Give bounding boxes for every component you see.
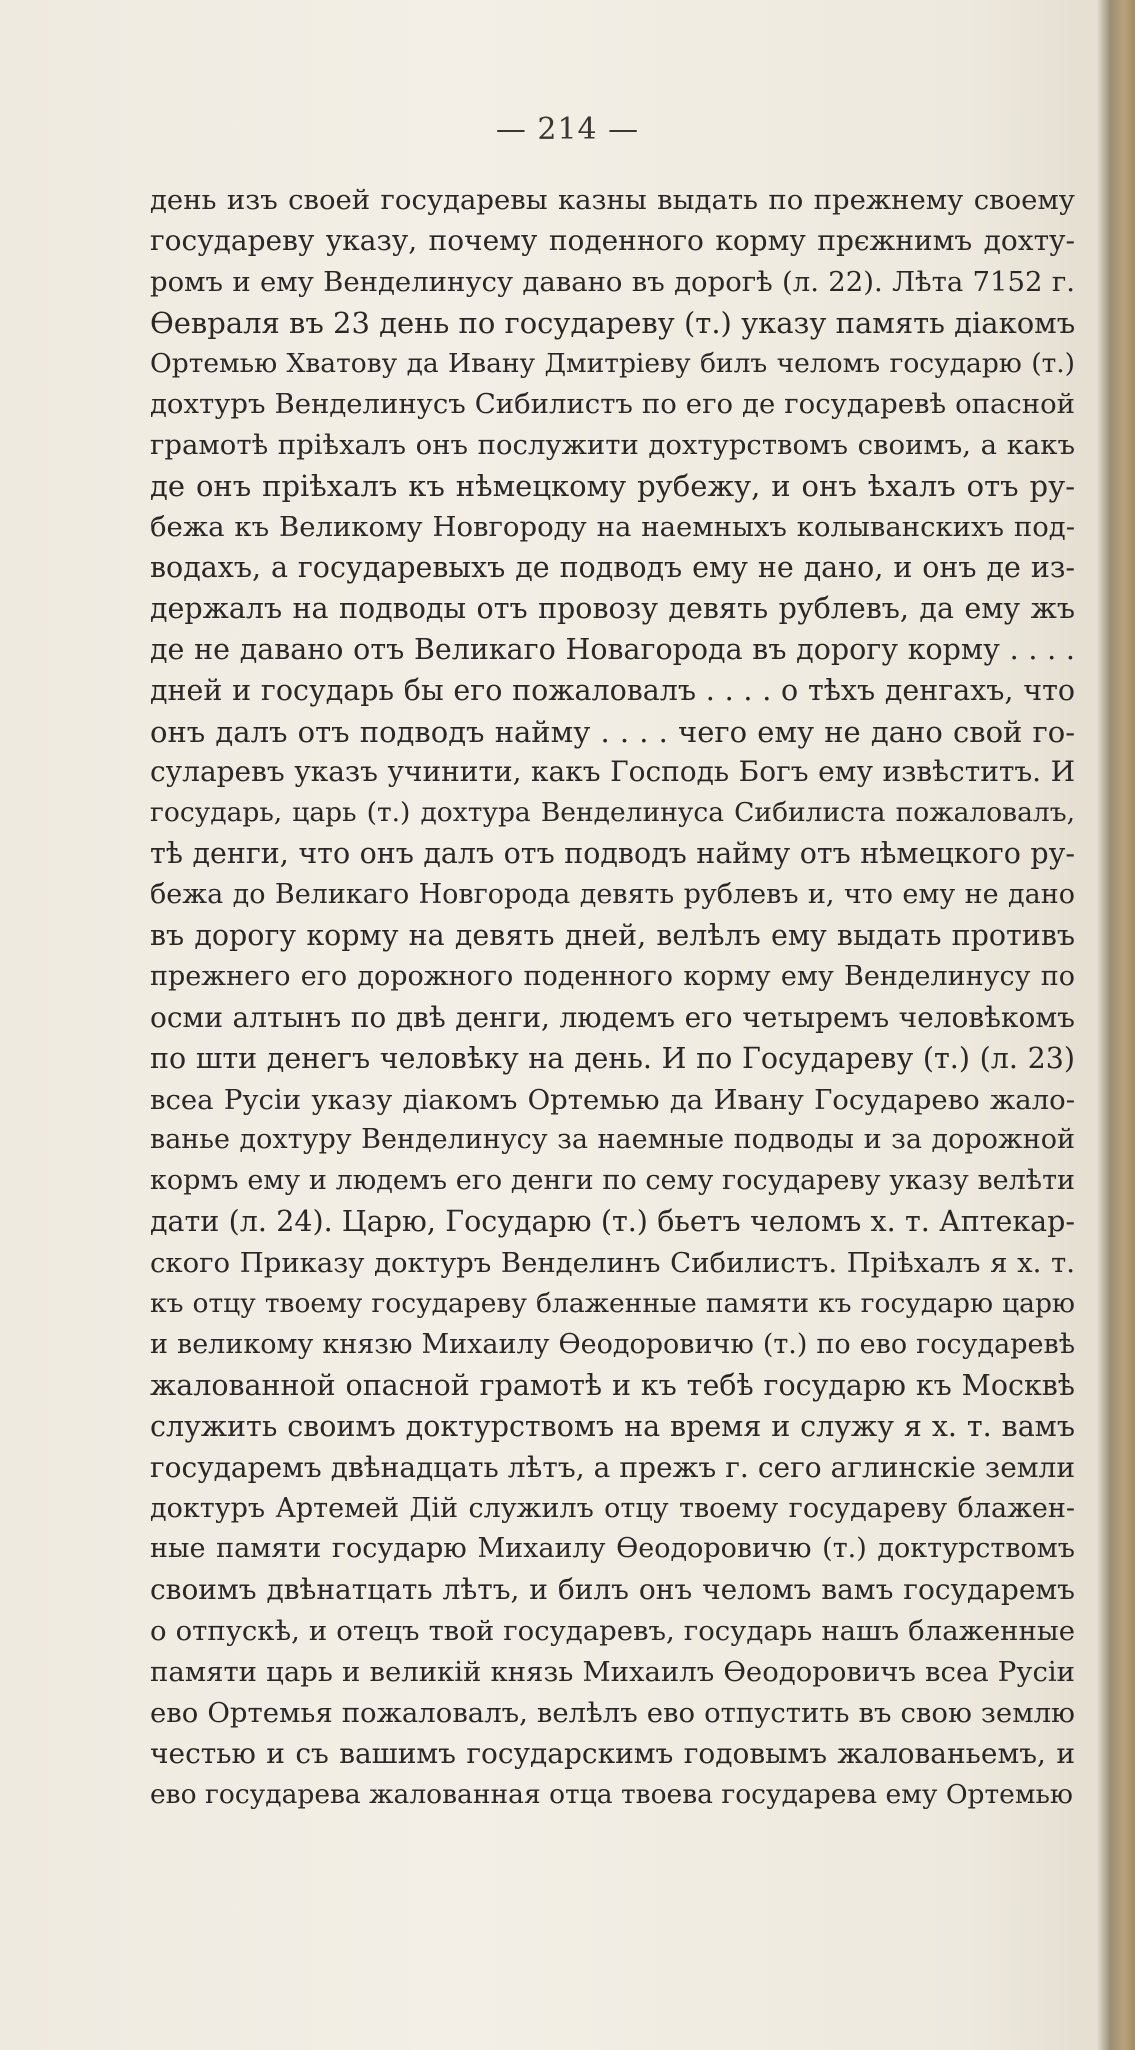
text-line: де онъ пріѣхалъ къ нѣмецкому рубежу, и онъ ѣхалъ отъ ру- [150, 469, 1075, 504]
text-line: грамотѣ пріѣхалъ онъ послужити дохтурствомъ своимъ, а какъ [150, 429, 1075, 462]
text-line: ромъ и ему Венделинусу давано въ дорогѣ (л. 22). Лѣта 7152 г. [150, 265, 1075, 298]
text-line: доктуръ Артемей Дій служилъ отцу твоему государеву блажен- [150, 1492, 1075, 1524]
text-line: и великому князю Михаилу Ѳеодоровичю (т.) по ево государевѣ [150, 1328, 1075, 1360]
text-line: дохтуръ Венделинусъ Сибилистъ по его де государевѣ опасной [150, 388, 1075, 421]
text-line: бежа къ Великому Новгороду на наемныхъ колыванскихъ под- [150, 511, 1075, 544]
text-line: Ѳевраля въ 23 день по государеву (т.) указу память діакомъ [150, 305, 1075, 340]
text-line: ные памяти государю Михаилу Ѳеодоровичю (т.) доктурствомъ [150, 1533, 1075, 1565]
text-line: ского Приказу доктуръ Венделинъ Сибилистъ. Пріѣхалъ я х. т. [150, 1247, 1075, 1280]
text-line: бежа до Великаго Новгорода девять рублевъ и, что ему не дано [150, 879, 1075, 911]
text-line: всеа Русіи указу діакомъ Ортемью да Ивану Государево жало- [150, 1083, 1075, 1116]
text-line: Ортемью Хватову да Ивану Дмитріеву билъ челомъ государю (т.) [150, 347, 1075, 379]
text-line: прежнего его дорожного поденного корму ему Венделинусу по [150, 960, 1075, 992]
text-line: осми алтынъ по двѣ денги, людемъ его четыремъ человѣкомъ [150, 1000, 1075, 1034]
text-line: тѣ денги, что онъ далъ отъ подводъ найму отъ нѣмецкого ру- [150, 837, 1075, 871]
text-line: государь, царь (т.) дохтура Венделинуса Сибилиста пожаловалъ, [150, 797, 1075, 829]
text-line: служить своимъ доктурствомъ на время и служу я х. т. вамъ [150, 1409, 1075, 1443]
text-line: жалованной опасной грамотѣ и къ тебѣ государю къ Москвѣ [150, 1368, 1075, 1402]
page-number: — 214 — [495, 112, 640, 147]
text-line: по шти денегъ человѣку на день. И по Государеву (т.) (л. 23) [150, 1041, 1075, 1075]
text-line: день изъ своей государевы казны выдать по прежнему своему [150, 184, 1075, 216]
text-line: ево Ортемья пожаловалъ, велѣлъ ево отпустить въ свою землю [150, 1696, 1075, 1729]
text-line: къ отцу твоему государеву блаженные памяти къ государю царю [150, 1288, 1075, 1320]
text-line: водахъ, а государевыхъ де подводъ ему не дано, и онъ де из- [150, 551, 1075, 585]
text-line: дней и государь бы его пожаловалъ . . . . о тѣхъ денгахъ, что [150, 673, 1075, 707]
text-line: въ дорогу корму на девять дней, велѣлъ ему выдать противъ [150, 919, 1075, 953]
page-binding-edge [1097, 0, 1135, 2050]
text-line: своимъ двѣнатцать лѣтъ, и билъ онъ челомъ вамъ государемъ [150, 1573, 1075, 1607]
text-line: де не давано отъ Великаго Новагорода въ дорогу корму . . . . [150, 632, 1075, 666]
text-line: суларевъ указъ учинити, какъ Господь Богъ ему извѣститъ. И [150, 755, 1075, 789]
text-line: памяти царь и великій князь Михаилъ Ѳеодоровичъ всеа Русіи [150, 1656, 1075, 1689]
text-line: честью и съ вашимъ государскимъ годовымъ жалованьемъ, и [150, 1736, 1075, 1770]
text-line: кормъ ему и людемъ его денги по сему государеву указу велѣти [150, 1165, 1075, 1197]
text-line: ево государева жалованная отца твоева государева ему Ортемью [150, 1778, 1073, 1810]
text-line: дати (л. 24). Царю, Государю (т.) бьетъ челомъ х. т. Аптекар- [150, 1205, 1075, 1239]
text-line: онъ далъ отъ подводъ найму . . . . чего ему не дано свой го- [150, 714, 1075, 749]
body-text [150, 180, 1075, 1816]
text-line: государемъ двѣнадцать лѣтъ, а прежъ г. сего аглинскіе земли [150, 1450, 1075, 1484]
text-line: о отпускѣ, и отецъ твой государевъ, государь нашъ блаженные [150, 1615, 1075, 1648]
text-line: держалъ на подводы отъ провозу девять рублевъ, да ему жъ [150, 591, 1075, 625]
text-line: государеву указу, почему поденного корму прєжнимъ дохту- [150, 223, 1075, 257]
text-line: ванье дохтуру Венделинусу за наемные подводы и за дорожной [150, 1124, 1075, 1156]
